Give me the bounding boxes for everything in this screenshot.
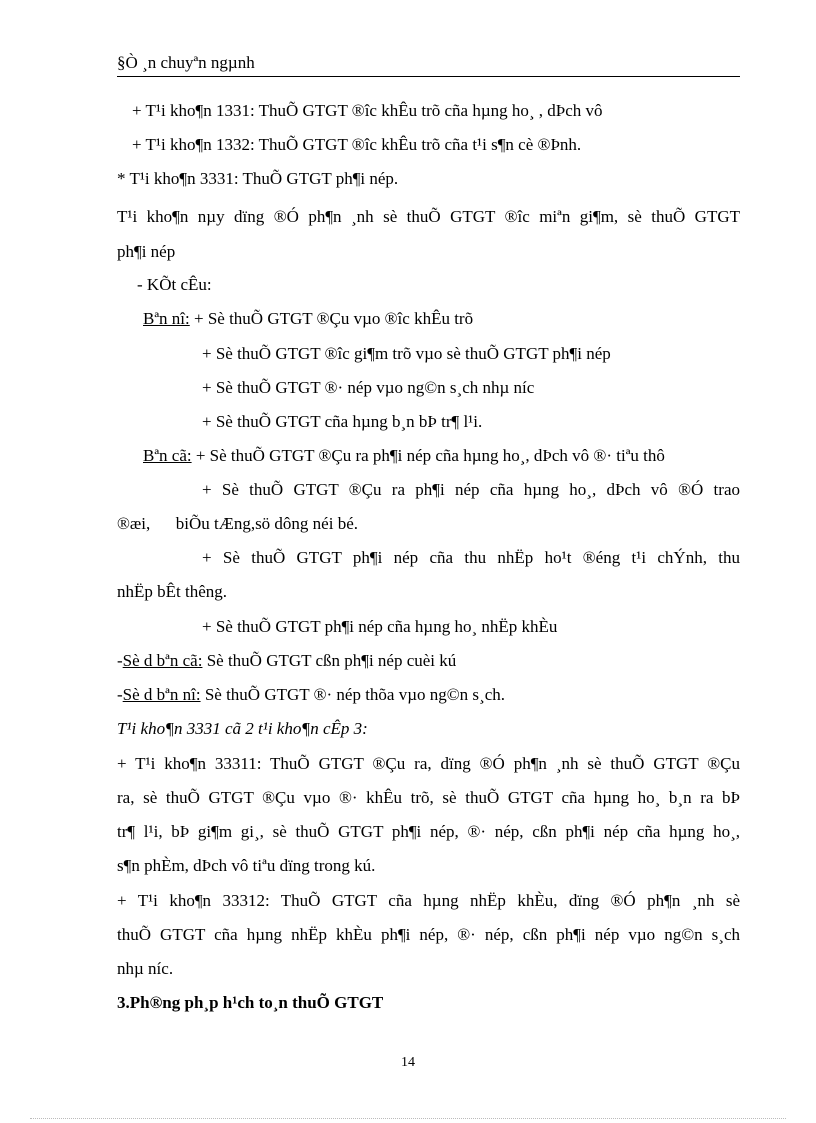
paragraph-line: ®æi, biÕu tÆng,sö dông néi bé. (117, 514, 358, 533)
paragraph-line: T¹i kho¶n nµy dïng ®Ó ph¶n ¸nh sè thuÕ GTGT ®îc miªn gi¶m, sè thuÕ GTGT (117, 207, 740, 226)
credit-side-label: Bªn cã: (143, 446, 192, 465)
paragraph-line: nhµ níc. (117, 959, 174, 978)
debit-side-label: Bªn nî: (143, 309, 190, 328)
paragraph-line: + Sè thuÕ GTGT ph¶i nép cña thu nhËp ho¹t ®éng t¹i chÝnh, thu (202, 548, 740, 567)
paragraph-line: thuÕ GTGT cña hµng nhËp khÈu ph¶i nép, ®· nép, cßn ph¶i nép vµo ng©n s¸ch (117, 925, 740, 944)
debit-balance-text: Sè thuÕ GTGT ®· nép thõa vµo ng©n s¸ch. (200, 685, 506, 704)
credit-side-text: + Sè thuÕ GTGT ®Çu ra ph¶i nép cña hµng ho¸, dÞch vô ®· tiªu thô (191, 446, 665, 465)
page-header-title: §Ò ¸n chuyªn ngµnh (117, 53, 255, 72)
paragraph-line: + T¹i kho¶n 33311: ThuÕ GTGT ®Çu ra, dïng ®Ó ph¶n ¸nh sè thuÕ GTGT ®Çu (117, 754, 740, 773)
paragraph-line: + Sè thuÕ GTGT ®Çu ra ph¶i nép cña hµng ho¸, dÞch vô ®Ó trao (202, 480, 740, 499)
paragraph-line: + T¹i kho¶n 33312: ThuÕ GTGT cña hµng nhËp khÈu, dïng ®Ó ph¶n ¸nh sè (117, 891, 740, 910)
debit-side-text: + Sè thuÕ GTGT ®Çu vµo ®îc khÊu trõ (189, 309, 474, 328)
header-divider (117, 76, 740, 77)
credit-balance-text: Sè thuÕ GTGT cßn ph¶i nép cuèi kú (202, 651, 457, 670)
paragraph-line: + Sè thuÕ GTGT ®îc gi¶m trõ vµo sè thuÕ GTGT ph¶i nép (202, 344, 611, 363)
debit-balance-label: Sè d bªn nî: (122, 685, 201, 704)
subsection-note: T¹i kho¶n 3331 cã 2 t¹i kho¶n cÊp 3: (117, 719, 368, 738)
credit-balance-line: -Sè d bªn cã: Sè thuÕ GTGT cßn ph¶i nép cuèi kú (117, 651, 457, 670)
paragraph-line: + Sè thuÕ GTGT ph¶i nép cña hµng ho¸ nhËp khÈu (202, 617, 558, 636)
paragraph-line: ra, sè thuÕ GTGT ®Çu vµo ®· khÊu trõ, sè thuÕ GTGT cña hµng ho¸ b¸n ra bÞ (117, 788, 740, 807)
debit-balance-line: -Sè d bªn nî: Sè thuÕ GTGT ®· nép thõa vµo ng©n s¸ch. (117, 685, 506, 704)
paragraph-line: + Sè thuÕ GTGT ®· nép vµo ng©n s¸ch nhµ níc (202, 378, 535, 397)
paragraph-line: - KÕt cÊu: (137, 275, 212, 294)
page-bottom-divider (30, 1118, 786, 1119)
paragraph-line: s¶n phÈm, dÞch vô tiªu dïng trong kú. (117, 856, 376, 875)
paragraph-line: + T¹i kho¶n 1331: ThuÕ GTGT ®îc khÊu trõ cña hµng ho¸ , dÞch vô (132, 101, 603, 120)
paragraph-line: ph¶i nép (117, 242, 176, 261)
paragraph-line: tr¶ l¹i, bÞ gi¶m gi¸, sè thuÕ GTGT ph¶i nép, ®· nép, cßn ph¶i nép cña hµng ho¸, (117, 822, 740, 841)
paragraph-line: + Sè thuÕ GTGT cña hµng b¸n bÞ tr¶ l¹i. (202, 412, 483, 431)
paragraph-line: nhËp bÊt thêng. (117, 582, 228, 601)
credit-side-line (143, 443, 665, 469)
credit-balance-label: Sè d bªn cã: (122, 651, 203, 670)
paragraph-line: + T¹i kho¶n 1332: ThuÕ GTGT ®îc khÊu trõ cña t¹i s¶n cè ®Þnh. (132, 135, 582, 154)
page-number: 14 (401, 1055, 415, 1070)
section-heading: 3.Ph®ng ph¸p h¹ch to¸n thuÕ GTGT (117, 993, 384, 1012)
debit-side-line (143, 306, 473, 332)
paragraph-line: * T¹i kho¶n 3331: ThuÕ GTGT ph¶i nép. (117, 169, 399, 188)
